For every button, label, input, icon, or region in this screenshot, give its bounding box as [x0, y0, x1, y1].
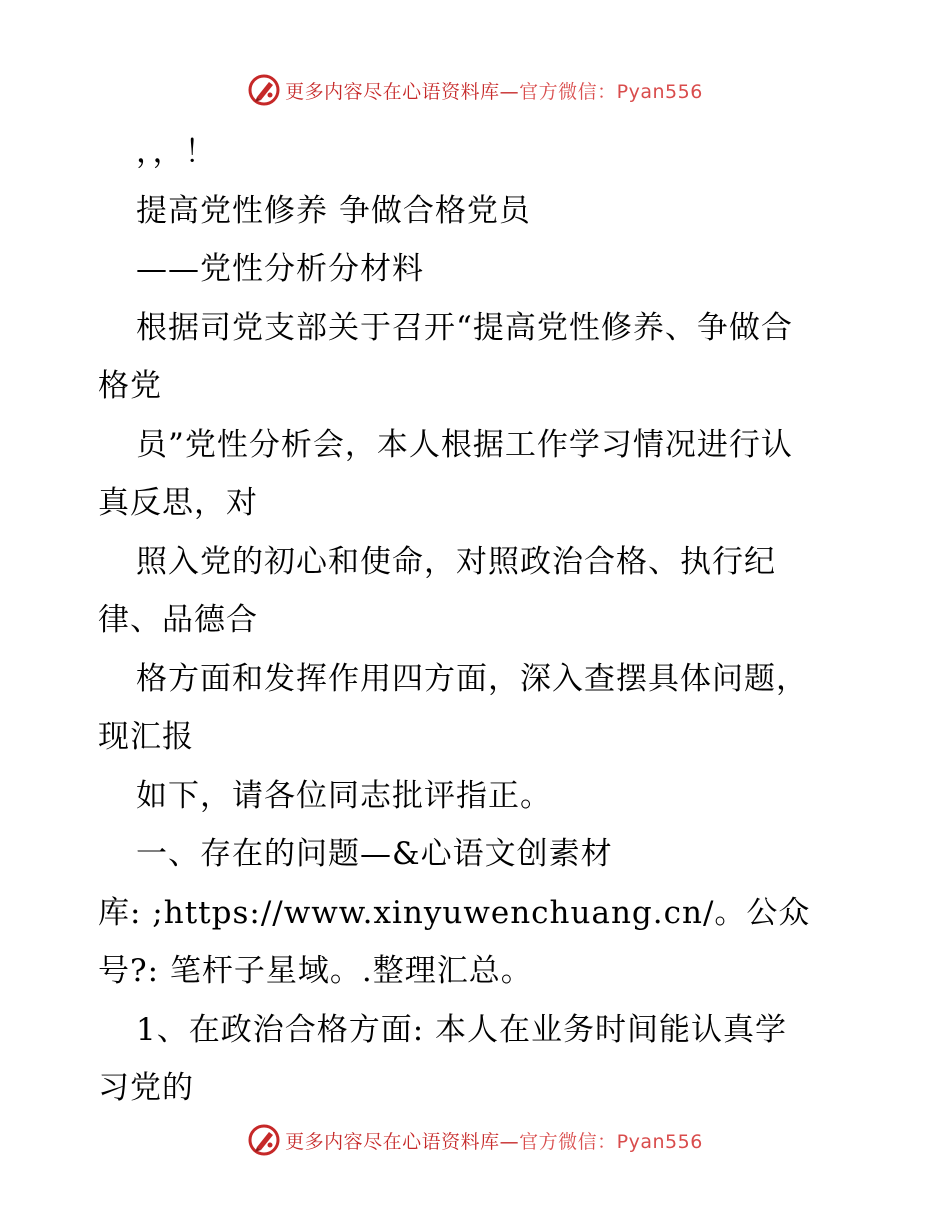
banner-text	[285, 1127, 703, 1154]
text-line: ——党性分析分材料	[136, 251, 424, 287]
text-line: 照入党的初心和使命，对照政治合格、执行纪	[136, 543, 776, 580]
text-line: 格方面和发挥作用四方面，深入查摆具体问题，	[136, 660, 808, 697]
text-line: 提高党性修养 争做合格党员	[136, 192, 531, 229]
text-line: 号?: 笔杆子星域。.整理汇总。	[98, 953, 533, 989]
text-line: 员”党性分析会，本人根据工作学习情况进行认	[136, 426, 793, 463]
text-line: 格党	[98, 368, 162, 404]
banner-wechat: 官方微信：Pyan556	[519, 1130, 703, 1153]
footer-watermark-banner	[0, 1120, 950, 1160]
header-watermark-banner	[0, 70, 950, 110]
text-line: ，，！	[136, 134, 217, 170]
text-line: 律、品德合	[98, 602, 258, 638]
text-line: 如下，请各位同志批评指正。	[136, 777, 552, 814]
banner-site-name: 更多内容尽在心语资料库	[285, 1130, 500, 1153]
banner-wechat: 官方微信：Pyan556	[519, 80, 703, 103]
text-line: 真反思，对	[98, 485, 258, 521]
text-line: 库: ;https://www.xinyuwenchuang.cn/。公众	[98, 894, 811, 931]
pen-logo-icon	[247, 73, 281, 107]
text-line: 1、在政治合格方面: 本人在业务时间能认真学	[136, 1011, 788, 1048]
banner-separator: —	[499, 1130, 520, 1153]
text-line: 现汇报	[98, 719, 194, 755]
text-line: 习党的	[98, 1070, 194, 1106]
text-line: 一、存在的问题—&心语文创素材	[136, 836, 613, 872]
banner-site-name: 更多内容尽在心语资料库	[285, 80, 500, 103]
document-body	[98, 123, 858, 1118]
banner-separator: —	[499, 80, 520, 103]
text-line: 根据司党支部关于召开“提高党性修养、争做合	[136, 309, 793, 346]
banner-text	[285, 77, 703, 104]
pen-logo-icon	[247, 1123, 281, 1157]
